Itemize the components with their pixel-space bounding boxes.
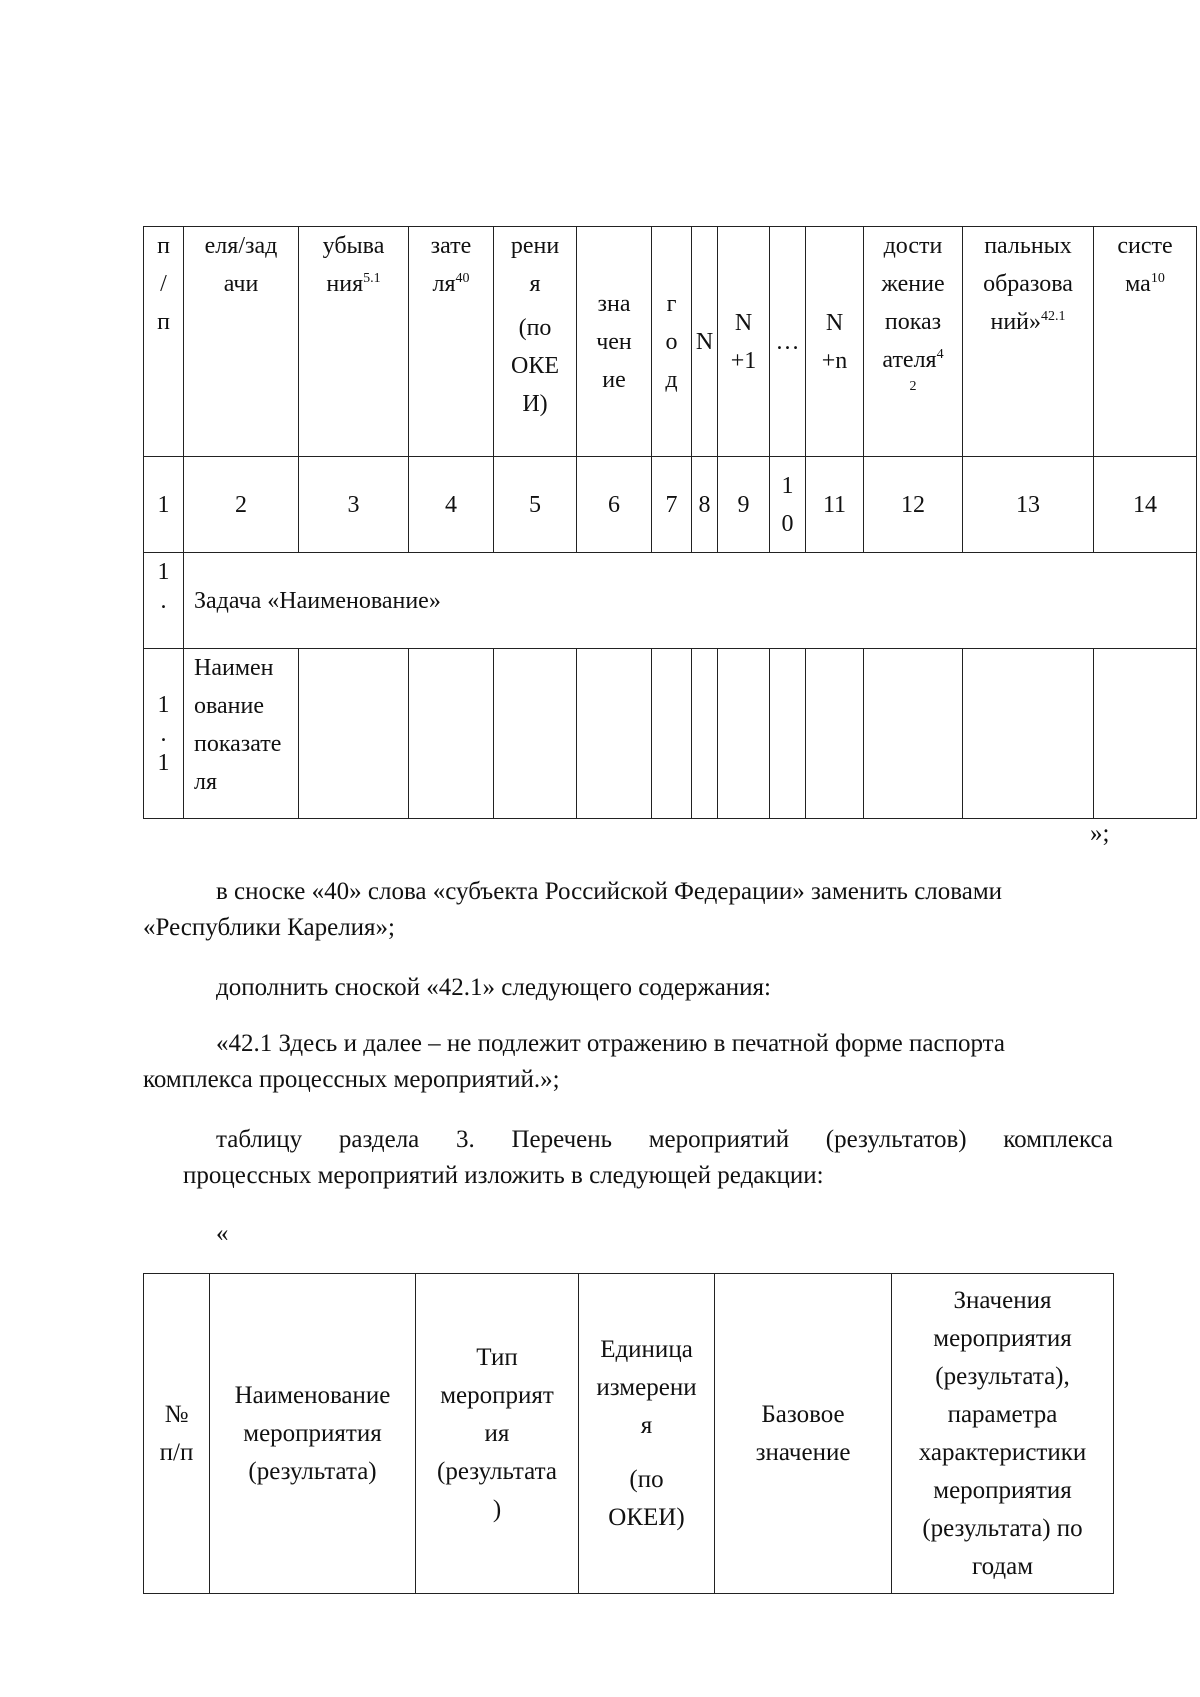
measures-table <box>143 1273 1114 1594</box>
closing-quote: »; <box>1090 820 1110 847</box>
empty-cell <box>770 649 806 819</box>
empty-cell <box>718 649 770 819</box>
col-number: 9 <box>718 457 770 553</box>
header-cell-name: Наименование мероприятия (результата) <box>210 1274 416 1594</box>
header-cell-unit: рени я (по ОКЕ И) <box>494 227 577 457</box>
empty-cell <box>577 649 652 819</box>
table-header-row <box>144 1274 1114 1594</box>
header-cell-num: № п/п <box>144 1274 210 1594</box>
empty-cell <box>864 649 963 819</box>
header-cell-year: г о д <box>652 227 692 457</box>
col-number: 2 <box>184 457 299 553</box>
empty-cell <box>806 649 864 819</box>
empty-cell <box>652 649 692 819</box>
header-cell-num: п / п <box>144 227 184 457</box>
opening-quote: « <box>216 1220 229 1247</box>
col-number: 3 <box>299 457 409 553</box>
empty-cell <box>963 649 1094 819</box>
col-number: 14 <box>1094 457 1197 553</box>
task-label: Задача «Наименование» <box>184 553 1197 649</box>
header-cell-n: N <box>692 227 718 457</box>
empty-cell <box>299 649 409 819</box>
paragraph-table-section-3-cont: процессных мероприятий изложить в следующей редакции: <box>183 1162 824 1189</box>
row-number: 1 . 1 <box>144 649 184 819</box>
paragraph-add-footnote: дополнить сноской «42.1» следующего содержания: <box>216 974 772 1001</box>
task-row <box>144 553 1197 649</box>
col-number: 1 0 <box>770 457 806 553</box>
header-cell-base-value: зна чен ие <box>577 227 652 457</box>
header-cell-base-value: Базовое значение <box>715 1274 892 1594</box>
col-number: 13 <box>963 457 1094 553</box>
task-number: 1 . <box>144 553 184 649</box>
col-number: 4 <box>409 457 494 553</box>
header-cell-unit: Единица измерени я (по ОКЕИ) <box>579 1274 715 1594</box>
paragraph-footnote-40: в сноске «40» слова «субъекта Российской Федерации» заменить словами «Республики Карелия»; <box>143 878 1003 941</box>
col-number: 11 <box>806 457 864 553</box>
empty-cell <box>409 649 494 819</box>
col-number: 6 <box>577 457 652 553</box>
header-cell-type: Тип мероприят ия (результата ) <box>416 1274 579 1594</box>
header-cell-n-plus-n: N +n <box>806 227 864 457</box>
header-cell-ellipsis: … <box>770 227 806 457</box>
indicator-name: Наимен ование показате ля <box>184 649 299 819</box>
header-cell-direction: убыва ния$^{5.1}$ <box>299 227 409 457</box>
col-number: 1 <box>144 457 184 553</box>
col-number: 5 <box>494 457 577 553</box>
header-cell-indicator-level: зате $ля^{40}$ <box>409 227 494 457</box>
col-number: 12 <box>864 457 963 553</box>
empty-cell <box>1094 649 1197 819</box>
header-cell-name: еля/зад ачи <box>184 227 299 457</box>
header-cell-n-plus-1: N +1 <box>718 227 770 457</box>
empty-cell <box>494 649 577 819</box>
indicators-table <box>143 226 1197 819</box>
table-row <box>144 649 1197 819</box>
header-cell-values-by-year: Значения мероприятия (результата), параметра характеристики мероприятия (результата) по годам <box>892 1274 1114 1594</box>
header-cell-achievement: дости жение показ ателя$^4$ 2 <box>864 227 963 457</box>
col-number: 8 <box>692 457 718 553</box>
header-cell-municipalities: пальных образова ний»$^{42.1}$ <box>963 227 1094 457</box>
table-header-row <box>144 227 1197 457</box>
paragraph-table-section-3: таблицу раздела 3. Перечень мероприятий (результатов) комплекса <box>216 1126 1113 1153</box>
column-numbers-row <box>144 457 1197 553</box>
col-number: 7 <box>652 457 692 553</box>
empty-cell <box>692 649 718 819</box>
paragraph-footnote-42-1: «42.1 Здесь и далее – не подлежит отражению в печатной форме паспорта комплекса процессных мероприятий.»; <box>143 1030 1005 1093</box>
header-cell-system: систе $ма^{10}$ <box>1094 227 1197 457</box>
